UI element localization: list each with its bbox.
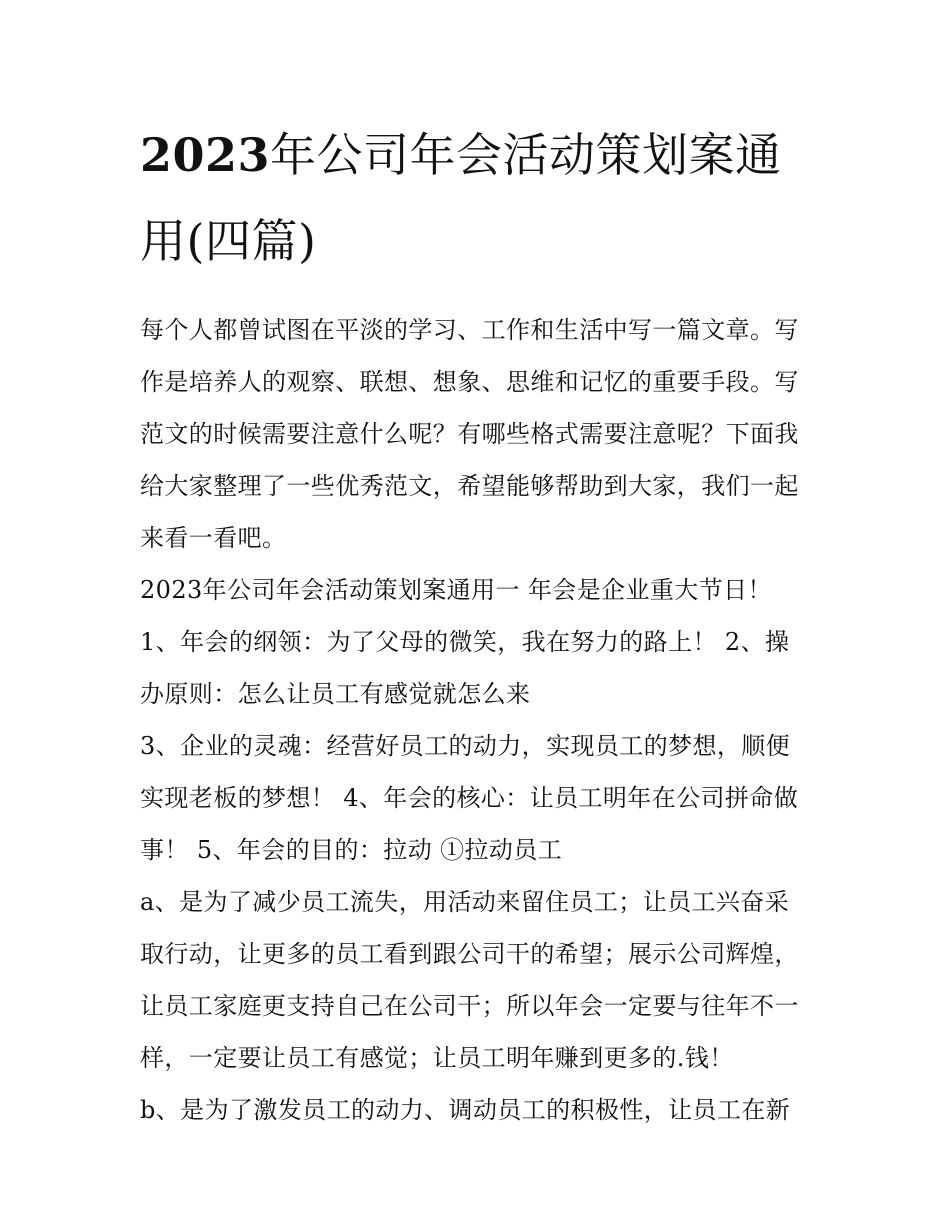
paragraph-item-3-5: 3、企业的灵魂：经营好员工的动力，实现员工的梦想，顺便实现老板的梦想！ 4、年会的核心：让员工明年在公司拼命做事！ 5、年会的目的：拉动 ①拉动员工: [140, 732, 799, 864]
paragraph-item-b: b、是为了激发员工的动力、调动员工的积极性，让员工在新: [140, 1096, 791, 1124]
title-text: 年公司年会活动策划案通用(四篇): [140, 128, 782, 268]
paragraph-item-1-2: 1、年会的纲领：为了父母的微笑，我在努力的路上！ 2、操办原则：怎么让员工有感觉就怎么来: [140, 628, 790, 708]
paragraph-item-a: a、是为了减少员工流失，用活动来留住员工；让员工兴奋采取行动，让更多的员工看到跟公司干的希望；展示公司辉煌，让员工家庭更支持自己在公司干；所以年会一定要与往年不一样，一定要让员工有感觉；让员工明年赚到更多的.钱！: [140, 888, 799, 1072]
title-year: 2023: [140, 128, 271, 182]
document-body: [140, 304, 812, 1136]
document-title: [140, 112, 812, 284]
paragraph-intro: 每个人都曾试图在平淡的学习、工作和生活中写一篇文章。写作是培养人的观察、联想、想象、思维和记忆的重要手段。写范文的时候需要注意什么呢？有哪些格式需要注意呢？下面我给大家整理了一些优秀范文，希望能够帮助到大家，我们一起来看一看吧。: [140, 316, 799, 552]
document-page: [140, 112, 812, 1136]
paragraph-section-heading: 2023年公司年会活动策划案通用一 年会是企业重大节日！: [140, 576, 772, 604]
